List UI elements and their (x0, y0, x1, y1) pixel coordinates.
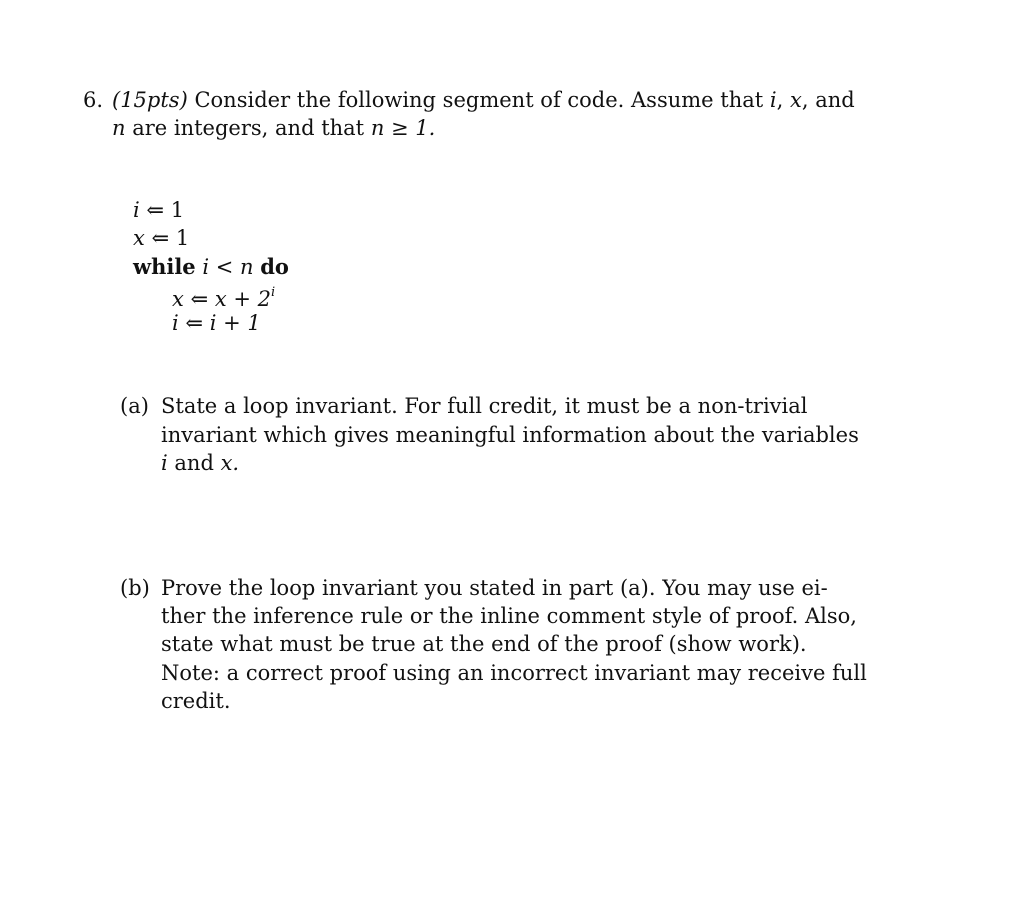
condition-text: n ≥ 1. (370, 116, 436, 140)
code-lhs: x (172, 287, 184, 311)
code-lhs: x (133, 226, 145, 250)
question-line-2-text: are integers, and that (132, 116, 365, 140)
code-lhs: i (133, 198, 140, 222)
code-line-2 (133, 224, 189, 252)
var-i: i (161, 451, 168, 475)
code-rhs: i + 1 (209, 311, 261, 335)
code-body-line-2 (172, 309, 261, 337)
part-b-line-4: Note: a correct proof using an incorrect invariant may receive full (161, 661, 867, 685)
part-a-line-1: State a loop invariant. For full credit, it must be a non-trivial (161, 394, 808, 418)
var-x: x (789, 88, 802, 112)
question-points: (15pts) (112, 88, 188, 112)
exponent: i (270, 285, 276, 300)
part-b-line-1: Prove the loop invariant you stated in part (a). You may use ei- (161, 576, 828, 600)
assign-op: ⇐ (185, 311, 204, 335)
code-while-line (133, 253, 289, 281)
part-b-line-3: state what must be true at the end of the proof (show work). (161, 632, 807, 656)
do-keyword: do (260, 254, 289, 279)
var-i: i (769, 88, 777, 112)
part-b-line-5: credit. (161, 689, 231, 713)
code-line-1 (133, 196, 184, 224)
comma: , (801, 88, 809, 112)
while-condition: i < n (202, 255, 254, 279)
part-a-line-3 (161, 449, 239, 477)
comma: , (776, 88, 784, 112)
code-rhs: 1 (175, 226, 190, 250)
part-b-label: (b) (120, 576, 150, 600)
assign-op: ⇐ (151, 226, 170, 250)
while-keyword: while (133, 254, 196, 279)
var-n: n (112, 116, 126, 140)
and-word: and (815, 88, 855, 112)
and-word: and (174, 451, 214, 475)
assign-op: ⇐ (146, 198, 165, 222)
code-rhs: x + 2 (214, 287, 271, 311)
question-number: 6. (83, 88, 104, 112)
question-intro-text: Consider the following segment of code. Assume that (194, 88, 764, 112)
part-a-label: (a) (120, 394, 149, 418)
question-header-line-2 (112, 114, 435, 142)
code-rhs: 1 (170, 198, 185, 222)
question-header-line-1 (112, 86, 855, 114)
assign-op: ⇐ (190, 287, 209, 311)
part-a-line-2: invariant which gives meaningful information about the variables (161, 423, 859, 447)
var-x: x. (220, 451, 240, 475)
part-b-line-2: ther the inference rule or the inline comment style of proof. Also, (161, 604, 857, 628)
code-lhs: i (172, 311, 179, 335)
